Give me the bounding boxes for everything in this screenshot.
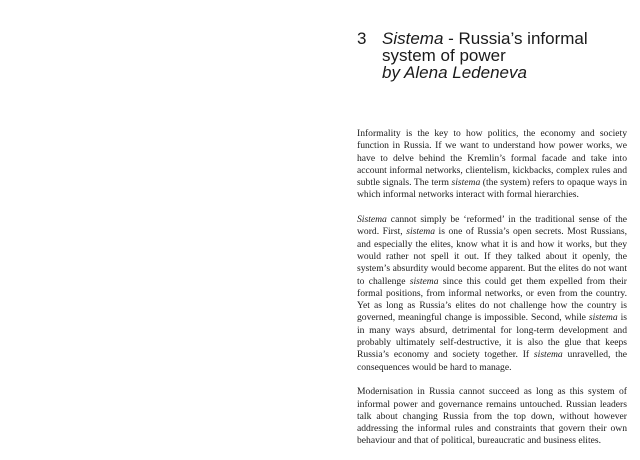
italic-term: sistema <box>409 275 439 287</box>
text-run: since this could get them expelled from their formal positions, from informal networks, or even from the country. Yet as long as Russia’s elites do not challenge how the country is governed, meaningful change is impossible. Second, while <box>357 275 627 324</box>
chapter-title-line1: - Russia’s informal <box>443 29 588 48</box>
text-run: cannot simply be ‘reformed’ in the traditional sense of the word. First, <box>357 214 627 238</box>
paragraph <box>357 128 627 202</box>
body-text <box>357 128 627 460</box>
italic-term: sistema <box>451 177 481 189</box>
text-run: is in many ways absurd, detrimental for long-term development and probably ultimately self-destructive, it is also the glue that keeps Russia’s economy and society together. If <box>357 312 627 361</box>
chapter-number: 3 <box>357 29 367 48</box>
paragraph <box>357 386 627 447</box>
italic-term: sistema <box>406 226 435 238</box>
text-run: Modernisation in Russia cannot succeed as long as this system of informal power and governance remains untouched. Russian leaders talk about changing Russia from the top down, without however addressing the informal rules and constraints that govern their own behaviour and that of political, bureaucratic and business elites. <box>357 386 627 447</box>
chapter-author: by Alena Ledeneva <box>382 63 527 82</box>
text-run: unravelled, the consequences would be hard to manage. <box>357 349 627 373</box>
text-run: (the system) refers to opaque ways in which informal networks interact with formal hierarchies. <box>357 177 627 201</box>
chapter-title <box>382 30 627 81</box>
italic-term: sistema <box>533 349 563 361</box>
chapter-title-line2: system of power <box>382 46 506 65</box>
italic-term: Sistema <box>357 214 387 226</box>
chapter-title-italic: Sistema <box>382 29 444 48</box>
paragraph <box>357 214 627 374</box>
text-run: Informality is the key to how politics, the economy and society function in Russia. If we want to understand how power works, we have to delve behind the Kremlin’s formal facade and take into account informal networks, clientelism, kickbacks, complex rules and subtle signals. The term <box>357 128 627 189</box>
text-run: is one of Russia’s open secrets. Most Russians, and especially the elites, know what it is and how it works, but they would rather not spell it out. If they talked about it openly, the system’s absurdity would become apparent. But the elites do not want to challenge <box>357 226 628 287</box>
italic-term: sistema <box>588 312 618 324</box>
